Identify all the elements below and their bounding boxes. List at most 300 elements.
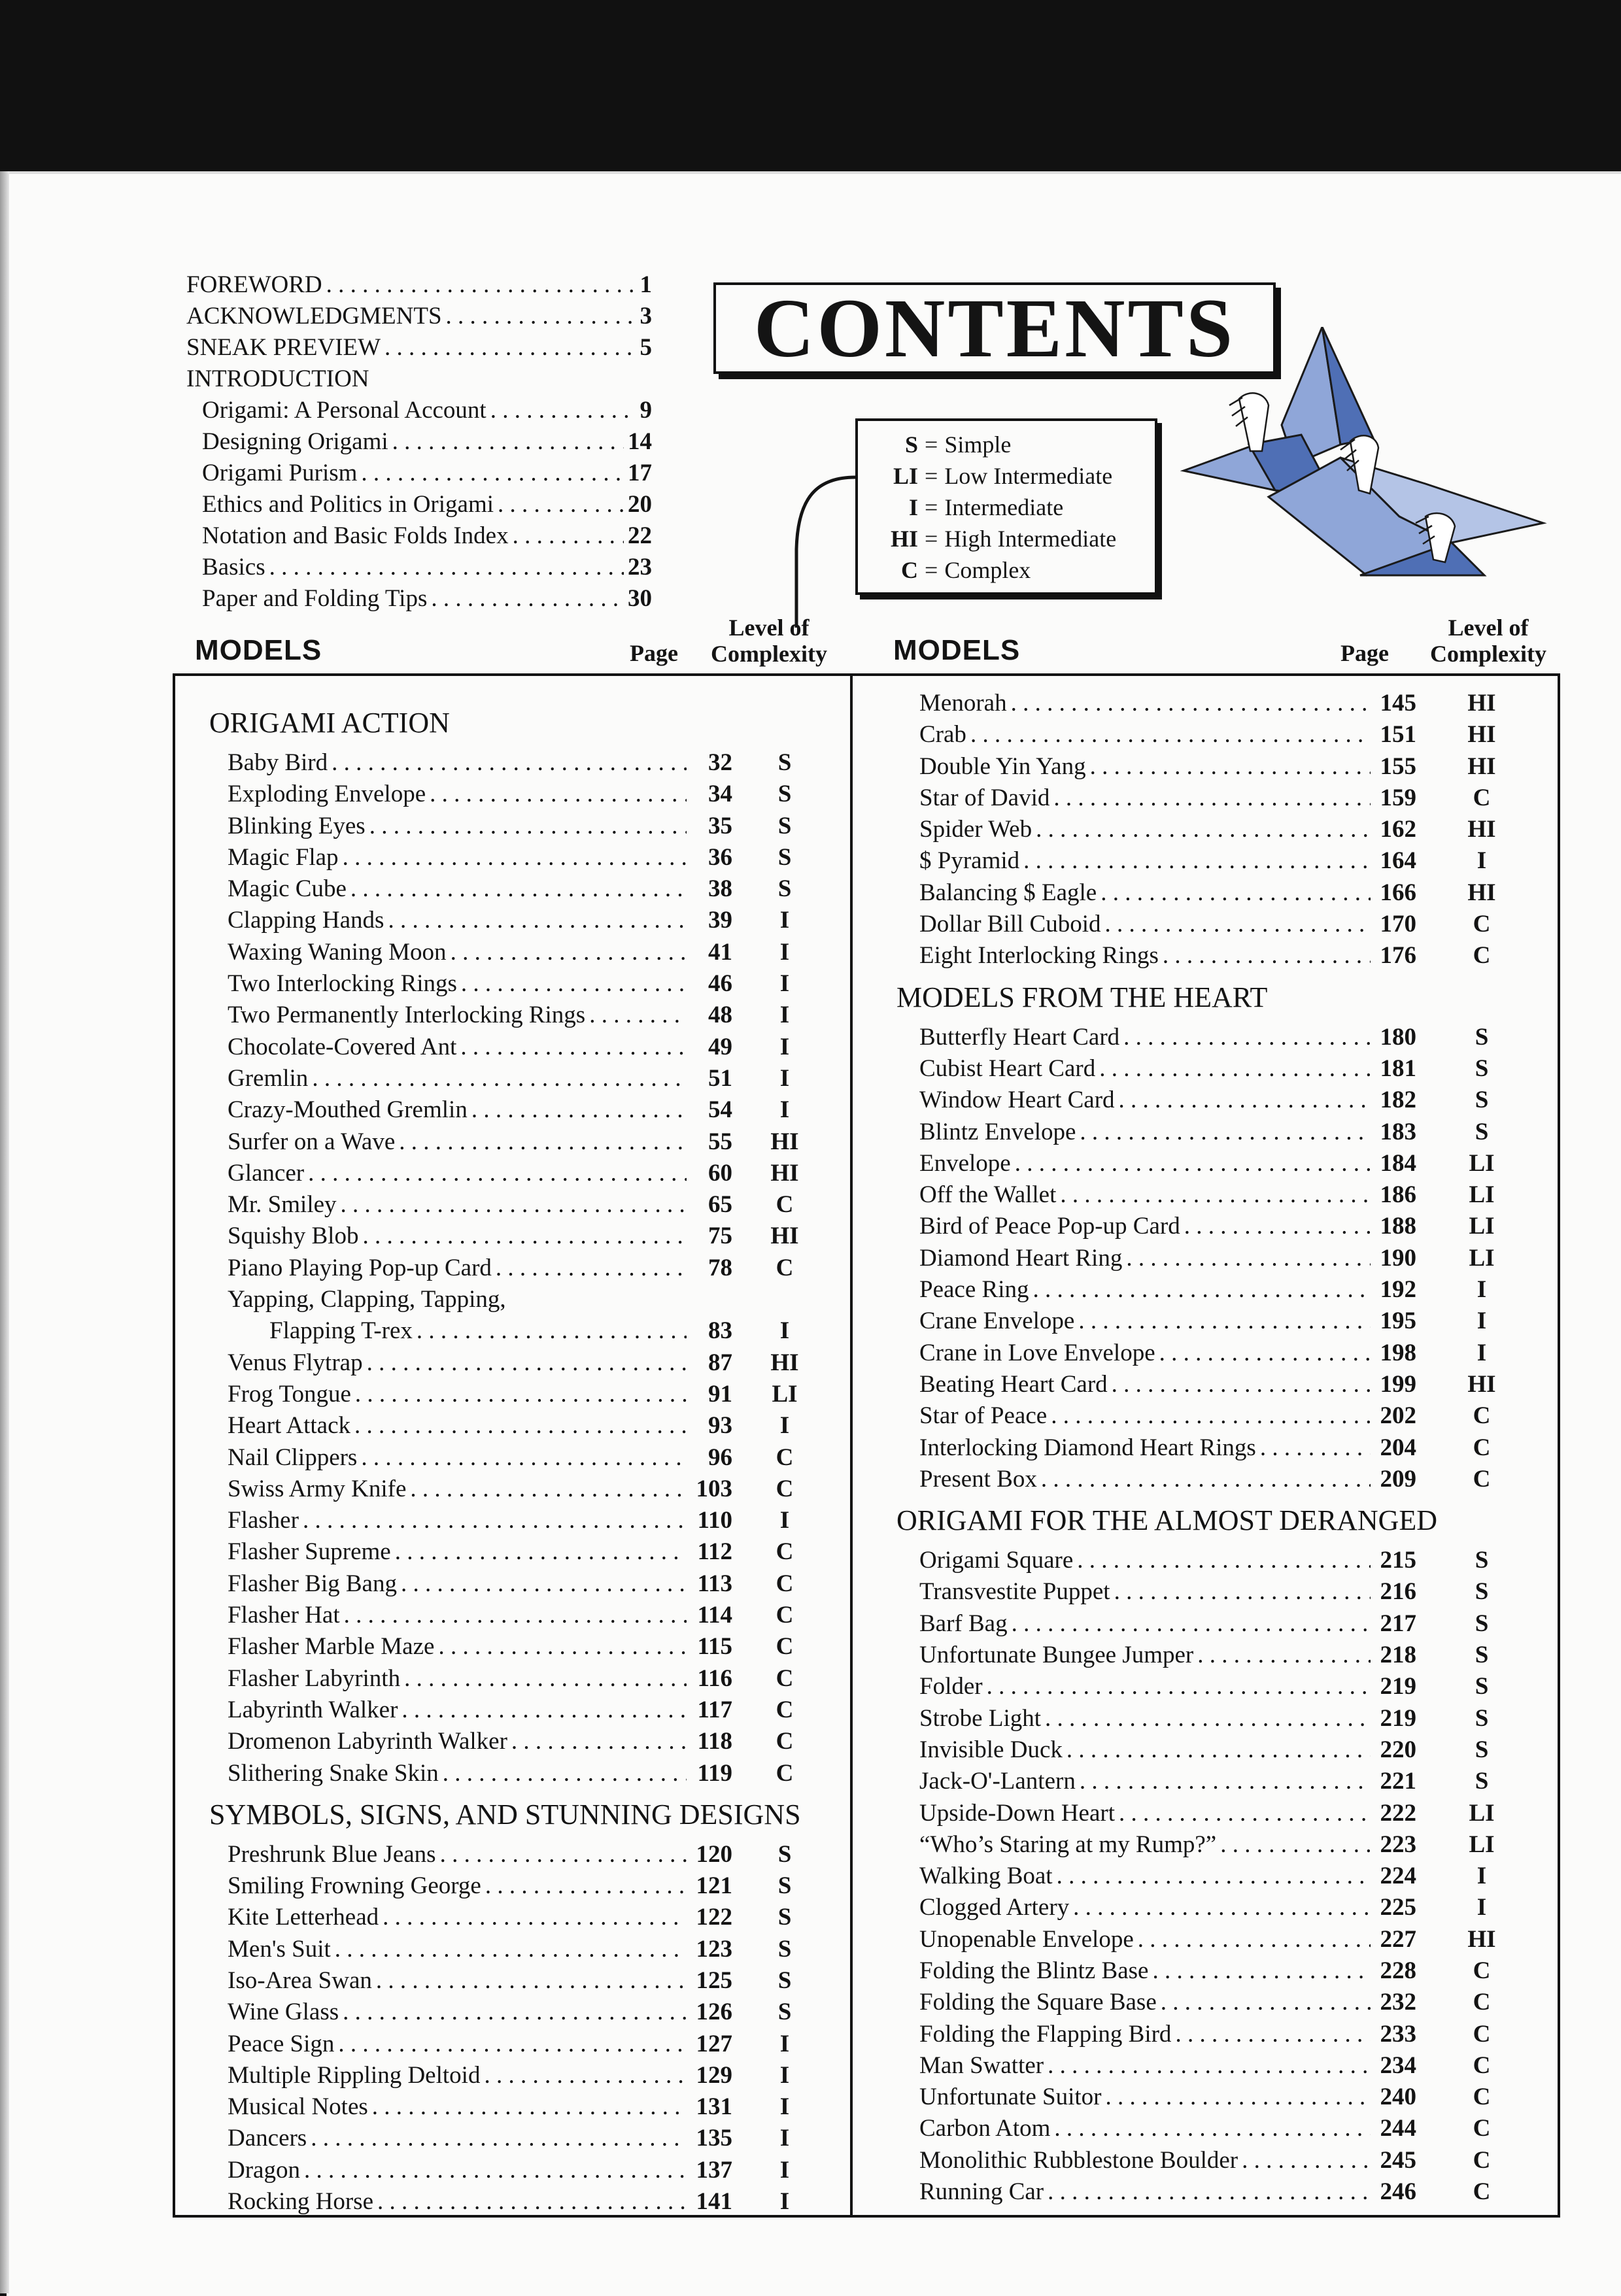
model-entry xyxy=(919,1053,1547,1085)
model-complexity: C xyxy=(776,1443,794,1471)
model-entry xyxy=(919,1829,1547,1861)
model-page: 93 xyxy=(708,1412,732,1440)
front-matter-item xyxy=(186,269,652,301)
model-title: Iso-Area Swan xyxy=(228,1967,372,1994)
legend-item xyxy=(871,429,1155,460)
model-complexity: HI xyxy=(770,1128,799,1155)
model-page: 162 xyxy=(1380,816,1416,843)
section-heading-symbols: SYMBOLS, SIGNS, AND STUNNING DESIGNS xyxy=(209,1798,801,1831)
entry-title: Notation and Basic Folds Index xyxy=(202,522,509,549)
model-entry xyxy=(228,1347,837,1379)
model-entry xyxy=(919,1117,1547,1148)
model-page: 131 xyxy=(696,2093,732,2121)
model-title: Waxing Waning Moon xyxy=(228,938,447,966)
model-entry xyxy=(228,2186,837,2218)
model-complexity: HI xyxy=(1467,721,1496,749)
model-entry xyxy=(228,2123,837,2154)
model-title: Off the Wallet xyxy=(919,1181,1057,1209)
model-page: 46 xyxy=(708,970,732,998)
model-page: 55 xyxy=(708,1128,732,1155)
model-complexity: C xyxy=(776,1475,794,1502)
model-page: 83 xyxy=(708,1317,732,1345)
model-title: Carbon Atom xyxy=(919,2115,1051,2142)
model-entry xyxy=(919,1306,1547,1337)
model-entry xyxy=(919,1369,1547,1400)
entries-heart xyxy=(893,1022,1547,1495)
dot-leader xyxy=(1114,1576,1371,1608)
dot-leader xyxy=(987,1671,1371,1702)
model-title: Slithering Snake Skin xyxy=(228,1759,439,1787)
entry-page: 22 xyxy=(628,522,652,549)
model-title: Smiling Frowning George xyxy=(228,1872,481,1900)
legend-equals: = xyxy=(925,557,938,583)
model-page: 115 xyxy=(697,1633,732,1661)
legend-equals: = xyxy=(925,463,938,489)
model-entry xyxy=(919,1179,1547,1211)
model-complexity: C xyxy=(1473,2146,1491,2174)
dot-leader xyxy=(1036,814,1371,845)
dot-leader xyxy=(1015,1148,1371,1179)
dot-leader xyxy=(1077,1545,1371,1576)
model-entry xyxy=(919,1671,1547,1702)
model-title: Flasher Labyrinth xyxy=(228,1664,401,1692)
entries-origami-action xyxy=(209,747,837,1789)
model-entry xyxy=(228,1934,837,1965)
model-page: 224 xyxy=(1380,1863,1416,1890)
dot-leader xyxy=(1045,1703,1371,1734)
model-page: 209 xyxy=(1380,1465,1416,1493)
model-title: Crane Envelope xyxy=(919,1308,1075,1335)
left-column-header xyxy=(195,615,849,667)
entry-title: ACKNOWLEDGMENTS xyxy=(186,303,442,329)
dot-leader xyxy=(1152,1955,1371,1987)
model-title: Menorah xyxy=(919,690,1007,717)
model-complexity: S xyxy=(1475,1610,1489,1637)
model-title: Interlocking Diamond Heart Rings xyxy=(919,1434,1256,1461)
model-complexity: S xyxy=(777,781,792,808)
model-complexity: HI xyxy=(1467,879,1496,906)
model-title: Dollar Bill Cuboid xyxy=(919,911,1101,938)
model-complexity: C xyxy=(1473,2084,1491,2111)
dot-leader xyxy=(401,1568,687,1600)
model-page: 96 xyxy=(708,1443,732,1471)
model-complexity: S xyxy=(777,812,792,839)
dot-leader xyxy=(1119,1085,1371,1116)
legend-code: C xyxy=(901,557,918,583)
dot-leader xyxy=(1126,1243,1371,1274)
dot-leader xyxy=(1175,2019,1371,2050)
model-complexity: HI xyxy=(1467,1925,1496,1953)
model-entry xyxy=(919,1545,1547,1576)
model-complexity: I xyxy=(1476,1276,1487,1304)
dot-leader xyxy=(369,811,687,842)
dot-leader xyxy=(485,1870,687,1902)
model-title: Star of David xyxy=(919,784,1050,811)
model-complexity: C xyxy=(1473,942,1491,970)
model-page: 114 xyxy=(697,1602,732,1629)
entries-symbols xyxy=(209,1839,837,2218)
model-complexity: C xyxy=(1473,2115,1491,2142)
entry-page: 23 xyxy=(628,554,652,581)
model-complexity: S xyxy=(1475,1055,1489,1082)
model-complexity: C xyxy=(1473,784,1491,811)
dot-leader xyxy=(1012,1608,1371,1640)
model-complexity: HI xyxy=(770,1223,799,1250)
dot-leader xyxy=(1078,1306,1371,1337)
level-heading-right: Level of Complexity xyxy=(1430,615,1546,667)
entry-title: Origami Purism xyxy=(202,460,358,486)
model-page: 183 xyxy=(1380,1118,1416,1145)
model-entry xyxy=(919,1274,1547,1306)
dot-leader xyxy=(332,747,687,779)
dot-leader xyxy=(399,1126,687,1158)
dot-leader xyxy=(589,1000,687,1031)
model-page: 112 xyxy=(697,1538,732,1566)
model-title: Unopenable Envelope xyxy=(919,1925,1134,1953)
model-entry xyxy=(919,1987,1547,2018)
dot-leader xyxy=(372,2091,687,2123)
model-title: Chocolate-Covered Ant xyxy=(228,1033,457,1060)
model-entry xyxy=(919,1924,1547,1955)
model-page: 246 xyxy=(1380,2178,1416,2206)
right-column-header xyxy=(893,615,1560,667)
model-complexity: I xyxy=(779,2093,790,2121)
model-title: Swiss Army Knife xyxy=(228,1475,407,1502)
model-title: Present Box xyxy=(919,1465,1037,1493)
model-page: 225 xyxy=(1380,1894,1416,1921)
model-title: Dancers xyxy=(228,2125,307,2152)
dot-leader xyxy=(1123,1022,1371,1053)
model-complexity: C xyxy=(1473,1957,1491,1984)
model-page: 141 xyxy=(696,2188,732,2216)
model-title: Folder xyxy=(919,1673,983,1700)
model-entry xyxy=(228,779,837,810)
model-title: Surfer on a Wave xyxy=(228,1128,396,1155)
model-title: Beating Heart Card xyxy=(919,1370,1108,1398)
front-matter-item xyxy=(186,332,652,363)
front-matter-item xyxy=(186,426,652,458)
dot-leader xyxy=(471,1094,687,1126)
model-entry xyxy=(919,1148,1547,1179)
dot-leader xyxy=(350,873,687,905)
model-page: 244 xyxy=(1380,2115,1416,2142)
model-complexity: S xyxy=(777,875,792,903)
dot-leader xyxy=(440,1839,687,1870)
model-complexity: C xyxy=(776,1191,794,1219)
dot-leader xyxy=(361,1442,687,1474)
model-complexity: HI xyxy=(1467,816,1496,843)
model-title: Baby Bird xyxy=(228,749,328,776)
model-title: Kite Letterhead xyxy=(228,1904,379,1931)
model-complexity: I xyxy=(1476,1308,1487,1335)
dot-leader xyxy=(335,1934,687,1965)
models-heading-left: MODELS xyxy=(195,634,322,666)
dot-leader xyxy=(1023,845,1371,877)
model-entry xyxy=(228,1631,837,1663)
model-page: 34 xyxy=(708,781,732,808)
model-title: Flasher xyxy=(228,1507,299,1534)
page-heading-right: Page xyxy=(1340,640,1389,666)
model-entry xyxy=(919,1432,1547,1464)
model-page: 129 xyxy=(696,2061,732,2089)
model-complexity: S xyxy=(1475,1736,1489,1763)
model-title: Two Interlocking Rings xyxy=(228,970,457,998)
model-complexity: I xyxy=(779,2061,790,2089)
model-complexity: S xyxy=(1475,1547,1489,1574)
model-title: Bird of Peace Pop-up Card xyxy=(919,1213,1180,1240)
legend-code: I xyxy=(908,494,918,520)
dot-leader xyxy=(383,1902,687,1933)
dot-leader xyxy=(1032,1274,1371,1306)
dot-leader xyxy=(312,1063,687,1094)
model-page: 125 xyxy=(696,1967,732,1994)
page-edge xyxy=(0,171,9,2293)
model-entry xyxy=(228,1379,837,1410)
model-complexity: C xyxy=(1473,1434,1491,1461)
model-title: Eight Interlocking Rings xyxy=(919,942,1159,970)
model-entry xyxy=(228,1126,837,1158)
model-entry xyxy=(919,1640,1547,1671)
model-complexity: I xyxy=(779,907,790,934)
entry-page: 1 xyxy=(640,271,652,298)
model-entry xyxy=(228,1568,837,1600)
model-title: Crane in Love Envelope xyxy=(919,1339,1155,1366)
model-page: 164 xyxy=(1380,847,1416,875)
dot-leader xyxy=(392,426,624,458)
model-title: Rocking Horse xyxy=(228,2188,373,2216)
model-page: 35 xyxy=(708,812,732,839)
model-complexity: I xyxy=(779,2156,790,2184)
dot-leader xyxy=(1119,1798,1371,1829)
dot-leader xyxy=(1041,1464,1371,1495)
model-page: 119 xyxy=(697,1759,732,1787)
model-title: Gremlin xyxy=(228,1064,309,1092)
model-entry xyxy=(919,1576,1547,1608)
model-title: Barf Bag xyxy=(919,1610,1008,1637)
dot-leader xyxy=(443,1758,687,1789)
model-page: 219 xyxy=(1380,1704,1416,1732)
model-complexity: LI xyxy=(1469,1149,1495,1177)
dot-leader xyxy=(1197,1640,1371,1671)
dot-leader xyxy=(1066,1734,1371,1766)
dot-leader xyxy=(1073,1892,1371,1923)
model-entry xyxy=(919,688,1547,719)
model-complexity: I xyxy=(779,2188,790,2216)
model-complexity: I xyxy=(779,938,790,966)
model-complexity: S xyxy=(1475,1673,1489,1700)
entry-page: 17 xyxy=(628,460,652,486)
left-column xyxy=(209,698,837,2218)
model-title: Blinking Eyes xyxy=(228,812,366,839)
legend-item xyxy=(871,460,1155,492)
model-entry xyxy=(228,873,837,905)
model-page: 228 xyxy=(1380,1957,1416,1984)
model-title: Folding the Blintz Base xyxy=(919,1957,1149,1984)
model-complexity: S xyxy=(777,1904,792,1931)
model-entry xyxy=(919,1211,1547,1242)
model-entry xyxy=(228,1663,837,1695)
model-title: Window Heart Card xyxy=(919,1087,1115,1114)
model-complexity: I xyxy=(779,970,790,998)
entry-title: FOREWORD xyxy=(186,271,322,298)
model-page: 49 xyxy=(708,1033,732,1060)
front-matter-item xyxy=(186,301,652,332)
dot-leader xyxy=(1161,1987,1371,2018)
model-complexity: I xyxy=(779,1064,790,1092)
model-page: 170 xyxy=(1380,911,1416,938)
dot-leader xyxy=(461,968,687,1000)
model-title: Spider Web xyxy=(919,816,1032,843)
model-page: 118 xyxy=(697,1728,732,1755)
model-complexity: C xyxy=(1473,2178,1491,2206)
section-heading-heart: MODELS FROM THE HEART xyxy=(896,981,1268,1013)
dot-leader xyxy=(446,301,636,332)
dot-leader xyxy=(511,1726,687,1757)
legend-meaning: High Intermediate xyxy=(944,526,1117,552)
dot-leader xyxy=(1060,1179,1371,1211)
model-entry xyxy=(919,783,1547,814)
model-complexity: C xyxy=(776,1759,794,1787)
model-entry xyxy=(228,1158,837,1189)
dot-leader xyxy=(343,1997,687,2028)
dot-leader xyxy=(367,1347,687,1379)
model-title: Star of Peace xyxy=(919,1402,1048,1430)
model-title: Exploding Envelope xyxy=(228,781,426,808)
dot-leader xyxy=(343,842,687,873)
entry-page: 9 xyxy=(640,397,652,424)
dot-leader xyxy=(395,1536,687,1568)
model-page: 36 xyxy=(708,843,732,871)
dot-leader xyxy=(1048,2176,1371,2208)
model-entry xyxy=(228,1094,837,1126)
model-entry xyxy=(228,1997,837,2028)
model-title: Diamond Heart Ring xyxy=(919,1244,1123,1272)
model-complexity: C xyxy=(1473,1465,1491,1493)
model-entry xyxy=(919,1703,1547,1734)
model-page: 233 xyxy=(1380,2020,1416,2048)
model-complexity: S xyxy=(1475,1023,1489,1051)
entries-continued xyxy=(893,688,1547,972)
model-entry xyxy=(919,1955,1547,1987)
model-entry xyxy=(228,2029,837,2060)
model-complexity: S xyxy=(777,1840,792,1868)
model-title: Flasher Hat xyxy=(228,1602,340,1629)
model-entry xyxy=(919,1085,1547,1116)
dot-leader xyxy=(1080,1766,1371,1797)
dot-leader xyxy=(1163,940,1371,971)
model-page: 192 xyxy=(1380,1276,1416,1304)
model-page: 120 xyxy=(696,1840,732,1868)
page-title: CONTENTS xyxy=(753,282,1236,375)
model-page: 182 xyxy=(1380,1087,1416,1114)
model-complexity: C xyxy=(776,1538,794,1566)
model-complexity: HI xyxy=(770,1159,799,1187)
model-page: 151 xyxy=(1380,721,1416,749)
model-title: Musical Notes xyxy=(228,2093,368,2121)
model-complexity: C xyxy=(1473,1402,1491,1430)
model-page: 222 xyxy=(1380,1799,1416,1827)
model-entry xyxy=(228,1221,837,1252)
model-page: 39 xyxy=(708,907,732,934)
model-complexity: C xyxy=(776,1633,794,1661)
dot-leader xyxy=(1138,1924,1371,1955)
dot-leader xyxy=(355,1379,687,1410)
dot-leader xyxy=(338,2029,687,2060)
model-page: 127 xyxy=(696,2030,732,2057)
model-entry xyxy=(919,2050,1547,2082)
model-entry xyxy=(919,814,1547,845)
model-title: Dromenon Labyrinth Walker xyxy=(228,1728,507,1755)
model-page: 75 xyxy=(708,1223,732,1250)
dot-leader xyxy=(1105,909,1371,940)
model-page: 199 xyxy=(1380,1370,1416,1398)
model-entry xyxy=(228,1474,837,1505)
model-entry xyxy=(228,842,837,873)
model-title: Magic Flap xyxy=(228,843,339,871)
dot-leader xyxy=(1090,751,1371,783)
model-entry xyxy=(919,719,1547,751)
model-page: 216 xyxy=(1380,1578,1416,1606)
model-complexity: C xyxy=(776,1728,794,1755)
column-divider xyxy=(850,673,853,2218)
model-entry xyxy=(919,1734,1547,1766)
model-complexity: S xyxy=(777,843,792,871)
entry-title: Basics xyxy=(202,554,265,581)
legend-item xyxy=(871,554,1155,586)
model-title: Origami Square xyxy=(919,1547,1074,1574)
model-entry xyxy=(228,1600,837,1631)
model-complexity: S xyxy=(1475,1118,1489,1145)
model-title: Envelope xyxy=(919,1149,1011,1177)
complexity-legend xyxy=(855,418,1157,595)
model-title: Man Swatter xyxy=(919,2051,1044,2079)
dot-leader xyxy=(451,937,687,968)
model-entry xyxy=(919,1766,1547,1797)
model-page: 155 xyxy=(1380,752,1416,780)
legend-equals: = xyxy=(925,431,938,458)
model-page: 217 xyxy=(1380,1610,1416,1637)
model-page: 218 xyxy=(1380,1642,1416,1669)
model-title: Dragon xyxy=(228,2156,300,2184)
dot-leader xyxy=(269,552,624,583)
model-complexity: LI xyxy=(1469,1213,1495,1240)
model-complexity: I xyxy=(1476,1339,1487,1366)
model-entry xyxy=(228,747,837,779)
model-entry xyxy=(919,2082,1547,2113)
legend-connector-line xyxy=(739,471,863,634)
model-complexity: C xyxy=(1473,2020,1491,2048)
model-page: 122 xyxy=(696,1904,732,1931)
model-title: Cubist Heart Card xyxy=(919,1055,1096,1082)
dot-leader xyxy=(970,719,1371,751)
model-entry xyxy=(228,1253,837,1284)
model-entry xyxy=(919,1798,1547,1829)
model-page: 227 xyxy=(1380,1925,1416,1953)
model-page: 221 xyxy=(1380,1768,1416,1795)
dot-leader xyxy=(304,2155,687,2186)
model-complexity: LI xyxy=(1469,1244,1495,1272)
model-complexity: LI xyxy=(1469,1799,1495,1827)
dot-leader xyxy=(377,2186,687,2218)
model-complexity: I xyxy=(1476,847,1487,875)
entry-page: 5 xyxy=(640,334,652,361)
front-matter-item xyxy=(186,520,652,552)
model-page: 234 xyxy=(1380,2051,1416,2079)
model-complexity: C xyxy=(776,1602,794,1629)
page-heading-left: Page xyxy=(630,640,678,666)
model-entry xyxy=(228,1695,837,1726)
model-entry xyxy=(919,2113,1547,2144)
